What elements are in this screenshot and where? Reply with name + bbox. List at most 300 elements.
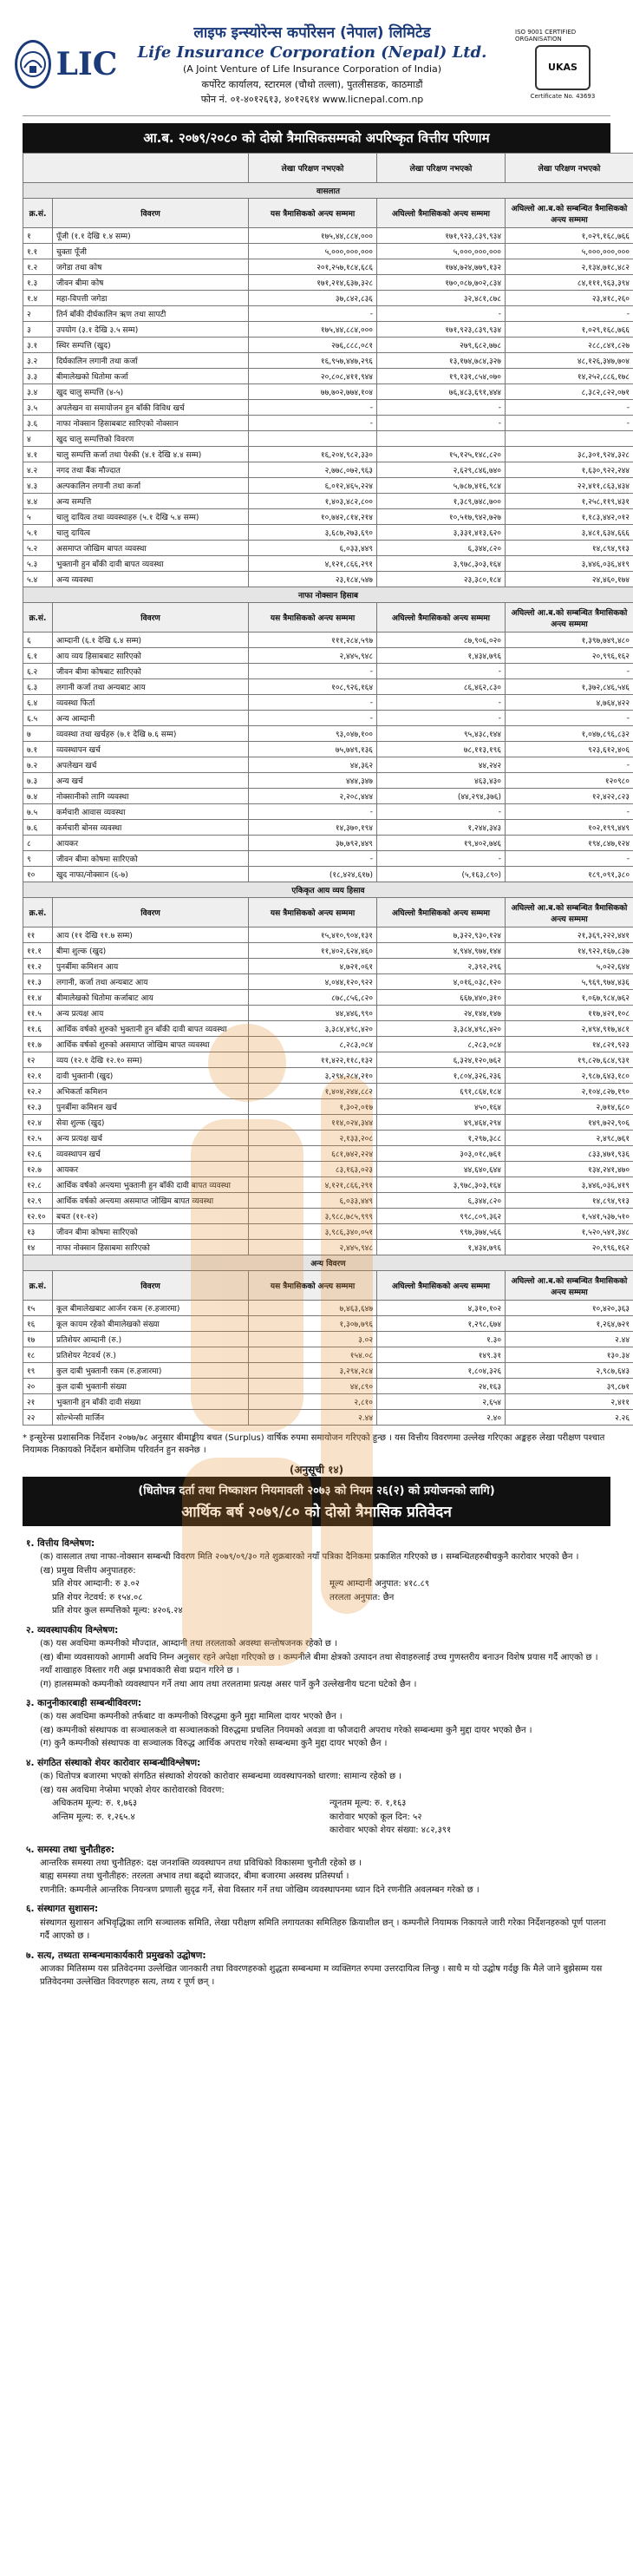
row-value-last-year: - [506, 711, 633, 726]
row-description: आर्थिक वर्षको शुरुको असमाप्त जोखिम बापत व्यवस्था [53, 1037, 249, 1052]
table-row [23, 1301, 633, 1316]
row-serial: ३.४ [23, 384, 53, 400]
row-serial: ७.४ [23, 789, 53, 804]
row-value-last-year: २४,४६०,१७४ [506, 572, 633, 587]
row-value-previous: १७०,०८७,७०२,८३४ [377, 275, 506, 291]
table-row [23, 369, 633, 384]
row-value-current: - [249, 804, 377, 820]
row-description: अन्य खर्च [53, 773, 249, 789]
row-value-last-year: ८३३,४७१,९३६ [506, 1146, 633, 1162]
row-description: पुनर्बीमा कमिशन आय [53, 959, 249, 974]
row-value-current: १४,३७०,१९४ [249, 820, 377, 836]
row-value-previous: १३,१७४,७८४,३२७ [377, 353, 506, 369]
row-value-last-year: ३,४४६,०३६,४१९ [506, 1177, 633, 1193]
row-value-previous: ३,३३१,४१३,६२० [377, 525, 506, 541]
report-section-heading: ७. सत्य, तथ्यता सम्बन्धमाकार्यकारी प्रमुखको उद्घोषण: [26, 1950, 206, 1961]
row-description: अन्य व्यवस्था [53, 572, 249, 587]
row-serial: ११ [23, 927, 53, 943]
column-header: क्र.सं. [23, 199, 53, 228]
row-value-current: ५,०००,०००,००० [249, 244, 377, 259]
row-description: सोल्भेन्सी मार्जिन [53, 1410, 249, 1426]
row-value-previous: १७१,९२३,८३९,९३४ [377, 322, 506, 338]
table-row [23, 306, 633, 322]
row-serial: ११.७ [23, 1037, 53, 1052]
row-serial: १३ [23, 1224, 53, 1240]
row-description: भुक्तानी हुन बाँकी दावी संख्या [53, 1394, 249, 1410]
row-serial: १८ [23, 1347, 53, 1363]
row-value-previous: १,४३४,७९६ [377, 648, 506, 664]
row-serial: ११.४ [23, 990, 53, 1006]
report-paragraph: (ग) कुनै कम्पनीको संस्थापक वा सञ्चालक विरुद्ध आर्थिक अपराध गरेको सम्बन्धमा कुनै मुद्दा दायर भएको छैन । [40, 1739, 388, 1749]
row-serial: ३ [23, 322, 53, 338]
row-description: नाफा नोक्सान हिसाबबाट सारिएको नोक्सान [53, 416, 249, 431]
row-value-current: १७५,४४,८८४,००० [249, 322, 377, 338]
row-description: जगेडा तथा कोष [53, 259, 249, 275]
row-value-last-year: ५,०२२,६४४ [506, 959, 633, 974]
table-row [23, 773, 633, 789]
row-value-previous: १०,५१७,९४२,७२७ [377, 509, 506, 525]
results-banner: आ.ब. २०७९/२०८० को दोस्रो त्रैमासिकसम्मको अपरिष्कृत वित्तीय परिणाम [23, 123, 610, 153]
row-value-current: ४,७२१,०६१ [249, 959, 377, 974]
row-value-previous: १७१,९२३,८३९,९३४ [377, 228, 506, 244]
report-paragraph: (ख) कम्पनीको संस्थापक वा सञ्चालकले वा सञ्चालकको विरुद्धमा प्रचलित नियमको अवज्ञा वा फौजदारी अपराध गरेको सम्बन्धमा कुनै मुद्दा दायर भएको छैन । [40, 1725, 532, 1735]
company-contact: फोन नं. ०१-४०१२६१३, ४०१२६१४ www.licnepal.com.np [200, 94, 424, 105]
row-description: चुक्ता पूँजी [53, 244, 249, 259]
row-value-previous: ८,२८३,०८४ [377, 1037, 506, 1052]
table-row [23, 322, 633, 338]
row-value-current: ४४,३६२ [249, 757, 377, 773]
row-serial: ८ [23, 836, 53, 851]
section-title: अन्य विवरण [23, 1255, 633, 1271]
company-address: कर्पोरेट कार्यालय, स्टारमल (चौथो तल्ला), पुतलीसडक, काठमाडौं [201, 79, 423, 90]
row-value-previous: ५,०००,०००,००० [377, 244, 506, 259]
row-value-previous: १५,१२५,१४८,८२० [377, 447, 506, 462]
table-row [23, 400, 633, 416]
row-value-last-year: ४,७६४,४२२ [506, 695, 633, 711]
audit-status-c3: लेखा परिक्षण नभएको [506, 154, 633, 183]
row-description: आर्थिक वर्षको अन्त्यमा असमाप्त जोखिम बापत व्यवस्था [53, 1193, 249, 1209]
row-value-current: ७५,७४९,१३६ [249, 742, 377, 757]
table-row [23, 943, 633, 959]
report-paragraph: (ख) यस अवधिमा नेप्सेमा भएको शेयर कारोवारको विवरण: [40, 1785, 225, 1795]
row-serial: १४ [23, 1240, 53, 1255]
table-row [23, 679, 633, 695]
row-value-current: ८,२८३,०८४ [249, 1037, 377, 1052]
row-value-current: - [249, 664, 377, 679]
table-row [23, 228, 633, 244]
row-description: चालु दायित्व तथा व्यवस्थाहरु (५.१ देखि ५.४ सम्म) [53, 509, 249, 525]
row-value-last-year: १,५२०,५४१,३४८ [506, 1224, 633, 1240]
row-value-last-year: १,२६४,७२१ [506, 1316, 633, 1332]
table-row [23, 804, 633, 820]
row-value-last-year: ३९,८७१ [506, 1379, 633, 1394]
row-description: पूँजी (१.१ देखि १.४ सम्म) [53, 228, 249, 244]
row-value-current: २,४४५,९४८ [249, 648, 377, 664]
report-section-heading: २. व्यवस्थापकीय विश्लेषण: [26, 1624, 119, 1635]
row-value-current: ४,०४४,१२०,९२२ [249, 974, 377, 990]
row-value-current: ४४,४४६,९९० [249, 1006, 377, 1021]
table-row [23, 1052, 633, 1068]
row-serial: २२ [23, 1410, 53, 1426]
row-description: व्यवस्थापन खर्च [53, 1146, 249, 1162]
row-value-last-year: १३०.३४ [506, 1347, 633, 1363]
row-value-current: ११,४२२,११८,१३२ [249, 1052, 377, 1068]
row-value-last-year: १४९,७२२,९०६ [506, 1115, 633, 1131]
row-serial: ४.१ [23, 447, 53, 462]
column-header: क्र.सं. [23, 898, 53, 927]
table-row [23, 836, 633, 851]
row-value-previous: १,२४४,३४३ [377, 820, 506, 836]
row-value-current: १,३०७,७९६ [249, 1316, 377, 1332]
row-value-previous: १.३० [377, 1332, 506, 1347]
report-paragraph: आन्तरिक समस्या तथा चुनौतिहरु: दक्ष जनशक्ति व्यवस्थापन तथा प्रविधिको विकासमा चुनौती रहेको छ । [40, 1858, 362, 1868]
logo [23, 34, 118, 95]
logo-text: LIC [55, 45, 118, 82]
row-serial: ५.१ [23, 525, 53, 541]
row-serial: ६.१ [23, 648, 53, 664]
row-description: व्यय (१२.१ देखि १२.१० सम्म) [53, 1052, 249, 1068]
row-serial: ११.१ [23, 943, 53, 959]
row-description: असमाप्त जोखिम बापत व्यवस्था [53, 541, 249, 556]
row-value-last-year: २,४९४,९१७,४८१ [506, 1021, 633, 1037]
row-value-previous: ९५,४३८,१४४ [377, 726, 506, 742]
row-value-current: २,७७८,०७२,९६३ [249, 462, 377, 478]
row-value-last-year: १२,४२२,८२३ [506, 789, 633, 804]
row-serial: १२.६ [23, 1146, 53, 1162]
certification-badge-icon [535, 45, 591, 90]
report-pair-right: तरलता अनुपात: छैन [330, 1592, 395, 1603]
table-row [23, 959, 633, 974]
row-serial: १२.७ [23, 1162, 53, 1177]
row-description: बीमा शुल्क (खुद) [53, 943, 249, 959]
row-value-current: १०८,९२६,१६४ [249, 679, 377, 695]
table-row [23, 556, 633, 572]
column-header-row [23, 199, 633, 228]
row-value-last-year: १४,२५२,८८६,१७८ [506, 369, 633, 384]
financial-results-table [23, 153, 633, 1426]
cert-top-text: ISO 9001 CERTIFIED ORGANISATION [515, 28, 577, 43]
row-serial: १२.३ [23, 1099, 53, 1115]
row-value-current: १५४.०८ [249, 1347, 377, 1363]
column-header: विवरण [53, 1271, 249, 1301]
section-title: एकिकृत आय व्यय हिसाव [23, 882, 633, 898]
row-value-current: १६,२०४,९८२,३३० [249, 447, 377, 462]
section-title-row [23, 587, 633, 603]
table-row [23, 695, 633, 711]
row-value-current: ३,९८६,३४०,०५१ [249, 1224, 377, 1240]
row-serial: १.४ [23, 291, 53, 306]
row-value-current: २०,८०८,४११,९४४ [249, 369, 377, 384]
column-header-row [23, 1271, 633, 1301]
row-serial: ५.२ [23, 541, 53, 556]
row-value-previous: ३०३,०१८,७६१ [377, 1146, 506, 1162]
report-section-heading: ४. संगठित संस्थाको शेयर कारोवार सम्बन्धीविश्लेषण: [26, 1757, 201, 1768]
row-value-last-year: ९२३,६१२,४०६ [506, 742, 633, 757]
row-value-previous: ७,३२२,९३०,१२४ [377, 927, 506, 943]
row-description: अन्य सम्पत्ति [53, 494, 249, 509]
row-description: कूल कायम रहेको बीमालेखको संख्या [53, 1316, 249, 1332]
row-value-previous: ३,९७८,३०३,१६४ [377, 556, 506, 572]
row-value-current: २०१,२५७,१८४,६८६ [249, 259, 377, 275]
table-row [23, 974, 633, 990]
row-description: आर्थिक वर्षको अन्त्यमा भुक्तानी हुन बाँकी दावी बापत व्यवस्था [53, 1177, 249, 1193]
table-row [23, 275, 633, 291]
column-header: विवरण [53, 898, 249, 927]
header-titles [109, 22, 515, 106]
row-value-current: ४,१२१,८६६,२९१ [249, 556, 377, 572]
column-header: अघिल्लो आ.ब.को सम्बन्धित त्रैमासिकको अन्त्य सम्ममा [506, 603, 633, 633]
report-pair-row [52, 1797, 607, 1811]
row-value-previous: - [377, 851, 506, 867]
row-value-last-year: २,९८७,६४३ [506, 1363, 633, 1379]
rule-reference: (धितोपत्र दर्ता तथा निष्काशन नियमावली २०७३ को नियम २६(२) को प्रयोजनको लागि) [23, 1477, 610, 1499]
table-row [23, 1316, 633, 1332]
row-value-previous: १,८०४,३२६ [377, 1363, 506, 1379]
row-value-last-year: १९,८२७,६८४,९३१ [506, 1052, 633, 1068]
row-serial: ९ [23, 851, 53, 867]
row-serial: ७ [23, 726, 53, 742]
report-pair-row [52, 1811, 607, 1825]
table-row [23, 648, 633, 664]
row-value-previous: १९,१३१,८५४,०७० [377, 369, 506, 384]
row-value-current: - [249, 851, 377, 867]
row-value-last-year: २१,३६९,२२२,४४१ [506, 927, 633, 943]
row-serial: १ [23, 228, 53, 244]
row-value-current: ३,९८८,७८५,९९९ [249, 1209, 377, 1224]
report-paragraph: (क) यस अवधिमा कम्पनीको मौज्दात, आम्दानी तथा तरलताको अवस्था सन्तोषजनक रहेको छ । [40, 1639, 337, 1649]
row-serial: १.२ [23, 259, 53, 275]
row-value-last-year: २,९८७,६४३,१८० [506, 1068, 633, 1084]
row-value-current [249, 431, 377, 447]
row-value-last-year: - [506, 757, 633, 773]
row-description: अपलेखन वा समायोजन हुन बाँकी विविध खर्च [53, 400, 249, 416]
row-value-previous: - [377, 664, 506, 679]
row-serial: १६ [23, 1316, 53, 1332]
table-row [23, 1162, 633, 1177]
row-value-current: ३,६८७,२७३,६९० [249, 525, 377, 541]
row-value-previous: - [377, 306, 506, 322]
row-description: नाफा नोक्सान हिसाबमा सारिएको [53, 1240, 249, 1255]
section-title-row [23, 1255, 633, 1271]
row-description: जीवन बीमा कोष [53, 275, 249, 291]
row-value-last-year: - [506, 306, 633, 322]
row-value-current: ३.०२ [249, 1332, 377, 1347]
footnote: * इन्सुरेन्स प्रशासनिक निर्देशन २०७७/७८ अनुसार बीमाङ्कीय बचत (Surplus) वार्षिक रुपमा समायोजन गरिएको हुन्छ । यस वित्तीय विवरणमा उल्लेख गरिएका अङ्कहरु लेखा परीक्षण पश्चात नियामक निकायको निर्देशन बमोजिम परिवर्तन हुन सक्नेछ । [23, 1433, 605, 1455]
row-value-current: ३,२९४,२८४,२१० [249, 1068, 377, 1084]
row-description: अपलेखन खर्च [53, 757, 249, 773]
row-description: जीवन बीमा कोषमा सारिएको [53, 851, 249, 867]
iso-certificate [515, 29, 610, 100]
row-value-previous: ८७,९०६,०२० [377, 633, 506, 648]
row-value-previous: २.४० [377, 1410, 506, 1426]
row-value-current: २.४४ [249, 1410, 377, 1426]
row-value-last-year: २,१०४,८२७,१९० [506, 1084, 633, 1099]
cert-number: Certificate No. 43693 [530, 92, 596, 100]
row-value-last-year: २,४११ [506, 1394, 633, 1410]
row-value-last-year: - [506, 416, 633, 431]
row-value-current: ६८१,७४२,२२४ [249, 1146, 377, 1162]
row-value-previous: ६,३४४,८२० [377, 541, 506, 556]
report-pair-left: अधिकतम मूल्य: रु. १,७६३ [52, 1799, 138, 1809]
row-value-last-year: ३,४४६,०३६,४१९ [506, 556, 633, 572]
row-value-previous: ३२,४८१,८७८ [377, 291, 506, 306]
table-row [23, 927, 633, 943]
row-value-last-year: १,५४१,५३७,५१० [506, 1209, 633, 1224]
table-row [23, 1394, 633, 1410]
row-value-previous: ७८,११३,१९६ [377, 742, 506, 757]
row-value-previous: ७६,४८३,६९१,४४४ [377, 384, 506, 400]
row-description: जीवन बीमा कोषमा सारिएको [53, 1224, 249, 1240]
row-value-last-year: ८४,१११,९६३,३९४ [506, 275, 633, 291]
report-paragraph: (ख) प्रमुख वित्तीय अनुपातहरु: [40, 1565, 136, 1576]
row-value-previous: - [377, 804, 506, 820]
row-description: नोक्सानीको लागि व्यवस्था [53, 789, 249, 804]
column-header: अघिल्लो त्रैमासिकको अन्त्य सम्ममा [377, 1271, 506, 1301]
row-value-last-year: १४,८९४,९१३ [506, 1193, 633, 1209]
row-value-previous: - [377, 416, 506, 431]
table-row [23, 664, 633, 679]
row-value-last-year: १४,९२२,१६७,८३७ [506, 943, 633, 959]
column-header: विवरण [53, 603, 249, 633]
report-pair-right: न्यूनतम मूल्य: रु. १,१६३ [330, 1799, 407, 1809]
section-title: वासलात [23, 183, 633, 199]
row-value-last-year: १,१८३,४४२,०१२ [506, 509, 633, 525]
row-description: चालु दायित्व [53, 525, 249, 541]
column-header: यस त्रैमासिकको अन्त्य सम्ममा [249, 898, 377, 927]
section-title: नाफा नोक्सान हिसाब [23, 587, 633, 603]
row-value-previous: १,२९८,६७४ [377, 1316, 506, 1332]
row-value-previous: ४,३१०,१०२ [377, 1301, 506, 1316]
row-value-previous: ९९८,८०९,३६२ [377, 1209, 506, 1224]
row-description: खुद चालु सम्पत्तिको विवरण [53, 431, 249, 447]
row-value-last-year: २,१३४,७१८,४८२ [506, 259, 633, 275]
row-value-last-year: १,०२९,१६८,७६६ [506, 228, 633, 244]
row-description: बचत (११-१२) [53, 1209, 249, 1224]
row-value-previous: ९९७,३७४,५६६ [377, 1224, 506, 1240]
row-serial: ७.५ [23, 804, 53, 820]
table-row [23, 1410, 633, 1426]
row-description: खुद चालु सम्पत्ति (४-५) [53, 384, 249, 400]
header [23, 12, 610, 116]
report-section-heading: ३. कानुनीकारबाही सम्बन्धीविवरण: [26, 1698, 142, 1709]
table-row [23, 416, 633, 431]
row-value-previous: ४,०१६,०३८,१२० [377, 974, 506, 990]
row-value-last-year: - [506, 804, 633, 820]
row-serial: ७.१ [23, 742, 53, 757]
row-value-previous [377, 431, 506, 447]
row-value-last-year: २,४९८,७६१ [506, 1131, 633, 1146]
table-row [23, 1006, 633, 1021]
row-description: पुनर्बीमा कमिशन खर्च [53, 1099, 249, 1115]
table-row [23, 259, 633, 275]
row-value-current: १६,९५७,४४७,२९६ [249, 353, 377, 369]
column-header: यस त्रैमासिकको अन्त्य सम्ममा [249, 603, 377, 633]
report-pair-right: कारोवार भएको शेयर संख्या: ४८२,३९१ [330, 1825, 452, 1836]
row-serial: २१ [23, 1394, 53, 1410]
row-value-last-year: २.२६ [506, 1410, 633, 1426]
table-row [23, 1193, 633, 1209]
row-value-previous: २,६५४ [377, 1394, 506, 1410]
row-value-current: ३७,७९२,४४९ [249, 836, 377, 851]
report-pair-row [52, 1577, 607, 1591]
row-value-previous: २४,१६३ [377, 1379, 506, 1394]
row-value-last-year: १,०२९,१६८,७६६ [506, 322, 633, 338]
table-row [23, 1084, 633, 1099]
section-title-row [23, 183, 633, 199]
table-row [23, 742, 633, 757]
row-serial: ५ [23, 509, 53, 525]
report-pair-left: अन्तिम मूल्य: रु. १,२६५.४ [52, 1812, 135, 1822]
row-description: व्यवस्था तथा खर्चहरु (७.१ देखि ७.६ सम्म) [53, 726, 249, 742]
row-value-last-year: २२,४११,८६३,४३४ [506, 478, 633, 494]
row-description: खुद नाफा/नोक्सान (६-७) [53, 867, 249, 882]
table-row [23, 1021, 633, 1037]
row-value-last-year: २०,९९६,१६२ [506, 648, 633, 664]
row-value-last-year: २०,९९६,१६२ [506, 1240, 633, 1255]
row-value-current: २,८१० [249, 1394, 377, 1410]
row-value-last-year: ५,०००,०००,००० [506, 244, 633, 259]
row-serial: १२.२ [23, 1084, 53, 1099]
row-serial: ११.६ [23, 1021, 53, 1037]
row-description: बीमालेखको धितोमा कर्जा [53, 369, 249, 384]
row-description: कुल दाबी भुक्तानी संख्या [53, 1379, 249, 1394]
report-paragraph: आजका मितिसम्म यस प्रतिवेदनमा उल्लेखित जानकारी तथा विवरणहरुको शुद्धता सम्बन्धमा म व्यक्तिगत रुपमा उत्तरदायित्व लिन्छु । साथै म यो उद्घोष गर्दछु कि मैले जाने बुझेसम्म यस प्रतिवेदनमा उल्लेखित विवरणहरु सत्य, तथ्य र पूर्ण छन् । [40, 1963, 603, 1988]
row-value-last-year: २.४४ [506, 1332, 633, 1347]
row-value-current: १,३०२,०१७ [249, 1099, 377, 1115]
row-description: व्यवस्थापन खर्च [53, 742, 249, 757]
section-title-row [23, 882, 633, 898]
row-value-previous: ३,९७८,३०३,१६४ [377, 1177, 506, 1193]
row-value-current: २,१३३,२०८ [249, 1131, 377, 1146]
report-paragraph: रणनीति: कम्पनीले आन्तरिक नियन्त्रण प्रणाली सुदृढ गर्ने, सेवा विस्तार गर्ने तथा जोखिम व्यवस्थापनमा ध्यान दिने रणनीति अवलम्बन गरेको छ । [40, 1884, 480, 1895]
table-row [23, 1347, 633, 1363]
table-row [23, 867, 633, 882]
row-description: अन्य प्रत्यक्ष आय [53, 1006, 249, 1021]
row-description: बीमालेखको धितोमा कर्जाबाट आय [53, 990, 249, 1006]
row-value-current: १११,२८४,५९७ [249, 633, 377, 648]
audit-status-row [23, 154, 633, 183]
report-paragraph: बाह्य समस्या तथा चुनौतीहरु: तरलता अभाव तथा बढ्दो ब्याजदर, बीमा बजारमा अस्वस्थ प्रतिस्पर्धा । [40, 1871, 349, 1882]
row-value-current: १७५,४४,८८४,००० [249, 228, 377, 244]
row-value-previous: - [377, 400, 506, 416]
company-name-nepali: लाइफ इन्स्योरेन्स कर्पोरेसन (नेपाल) लिमिटेड [193, 24, 431, 42]
table-row [23, 509, 633, 525]
row-value-previous: (५,१६३,८९०) [377, 867, 506, 882]
row-description: लगानी, कर्जा तथा अन्यबाट आय [53, 974, 249, 990]
row-serial: ११.२ [23, 959, 53, 974]
table-row [23, 757, 633, 773]
row-value-previous: ६६७,४४०,३१० [377, 990, 506, 1006]
row-value-current: ८७८,८५६,८२० [249, 990, 377, 1006]
row-description: कर्मचारी आवास व्यवस्था [53, 804, 249, 820]
table-row [23, 291, 633, 306]
row-serial: १.३ [23, 275, 53, 291]
row-value-previous: ४४,६४०,६४४ [377, 1162, 506, 1177]
row-serial: ३.५ [23, 400, 53, 416]
row-serial: ४ [23, 431, 53, 447]
row-value-current: ९३,०४७,१०० [249, 726, 377, 742]
report-paragraph: संस्थागत सुशासन अभिवृद्धिका लागि सञ्चालक समिति, लेखा परीक्षण समिति लगायतका समितिहरु क्रियाशील छन् । कम्पनीले नियामक निकायले जारी गरेका निर्देशनहरुको पूर्ण पालना गर्दै आएको छ । [40, 1917, 606, 1942]
row-value-previous: १७४,७२४,७७९,१३२ [377, 259, 506, 275]
row-value-previous: १,३८९,७४८,७०० [377, 494, 506, 509]
row-value-current: - [249, 306, 377, 322]
row-serial: १२.८ [23, 1177, 53, 1193]
table-row [23, 1099, 633, 1115]
row-value-last-year: ४८,१२६,३४७,७०४ [506, 353, 633, 369]
table-row [23, 633, 633, 648]
row-value-current: १०,७४२,८१४,२१४ [249, 509, 377, 525]
column-header: अघिल्लो त्रैमासिकको अन्त्य सम्ममा [377, 199, 506, 228]
